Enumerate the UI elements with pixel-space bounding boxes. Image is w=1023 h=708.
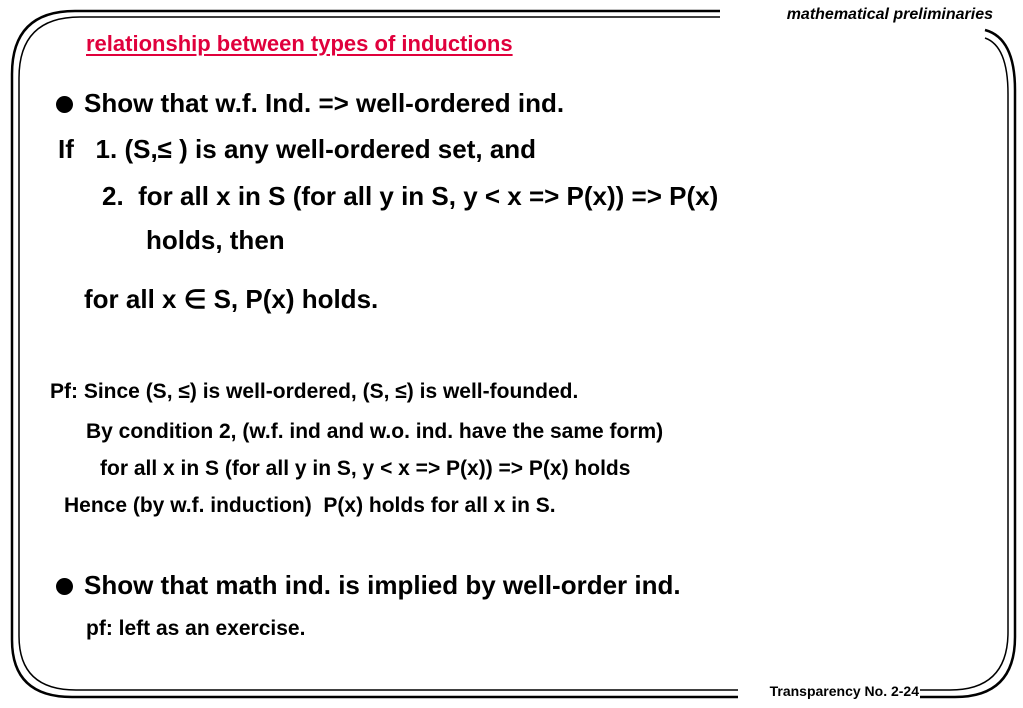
page-footer: Transparency No. 2-24 <box>769 683 919 699</box>
bullet2-subtext: pf: left as an exercise. <box>86 617 306 640</box>
condition2-continuation: holds, then <box>146 225 285 255</box>
if-line: If 1. (S,≤ ) is any well-ordered set, and <box>58 134 537 164</box>
condition2-line: 2. for all x in S (for all y in S, y < x => P(x)) => P(x) <box>102 181 719 211</box>
conclusion-line: for all x ∈ S, P(x) holds. <box>84 284 379 314</box>
bullet-dot-icon <box>56 96 73 113</box>
slide-title: relationship between types of inductions <box>86 31 513 56</box>
bullet2-heading: Show that math ind. is implied by well-order ind. <box>84 570 681 600</box>
proof-line-3: for all x in S (for all y in S, y < x => P(x)) => P(x) holds <box>100 457 631 480</box>
bullet1-heading: Show that w.f. Ind. => well-ordered ind. <box>84 88 565 118</box>
proof-line-4: Hence (by w.f. induction) P(x) holds for all x in S. <box>64 494 556 517</box>
proof-line-2: By condition 2, (w.f. ind and w.o. ind. have the same form) <box>86 420 664 443</box>
running-header: mathematical preliminaries <box>786 6 993 23</box>
proof-line-1: Pf: Since (S, ≤) is well-ordered, (S, ≤) is well-founded. <box>50 380 579 403</box>
bullet-dot-icon <box>56 578 73 595</box>
